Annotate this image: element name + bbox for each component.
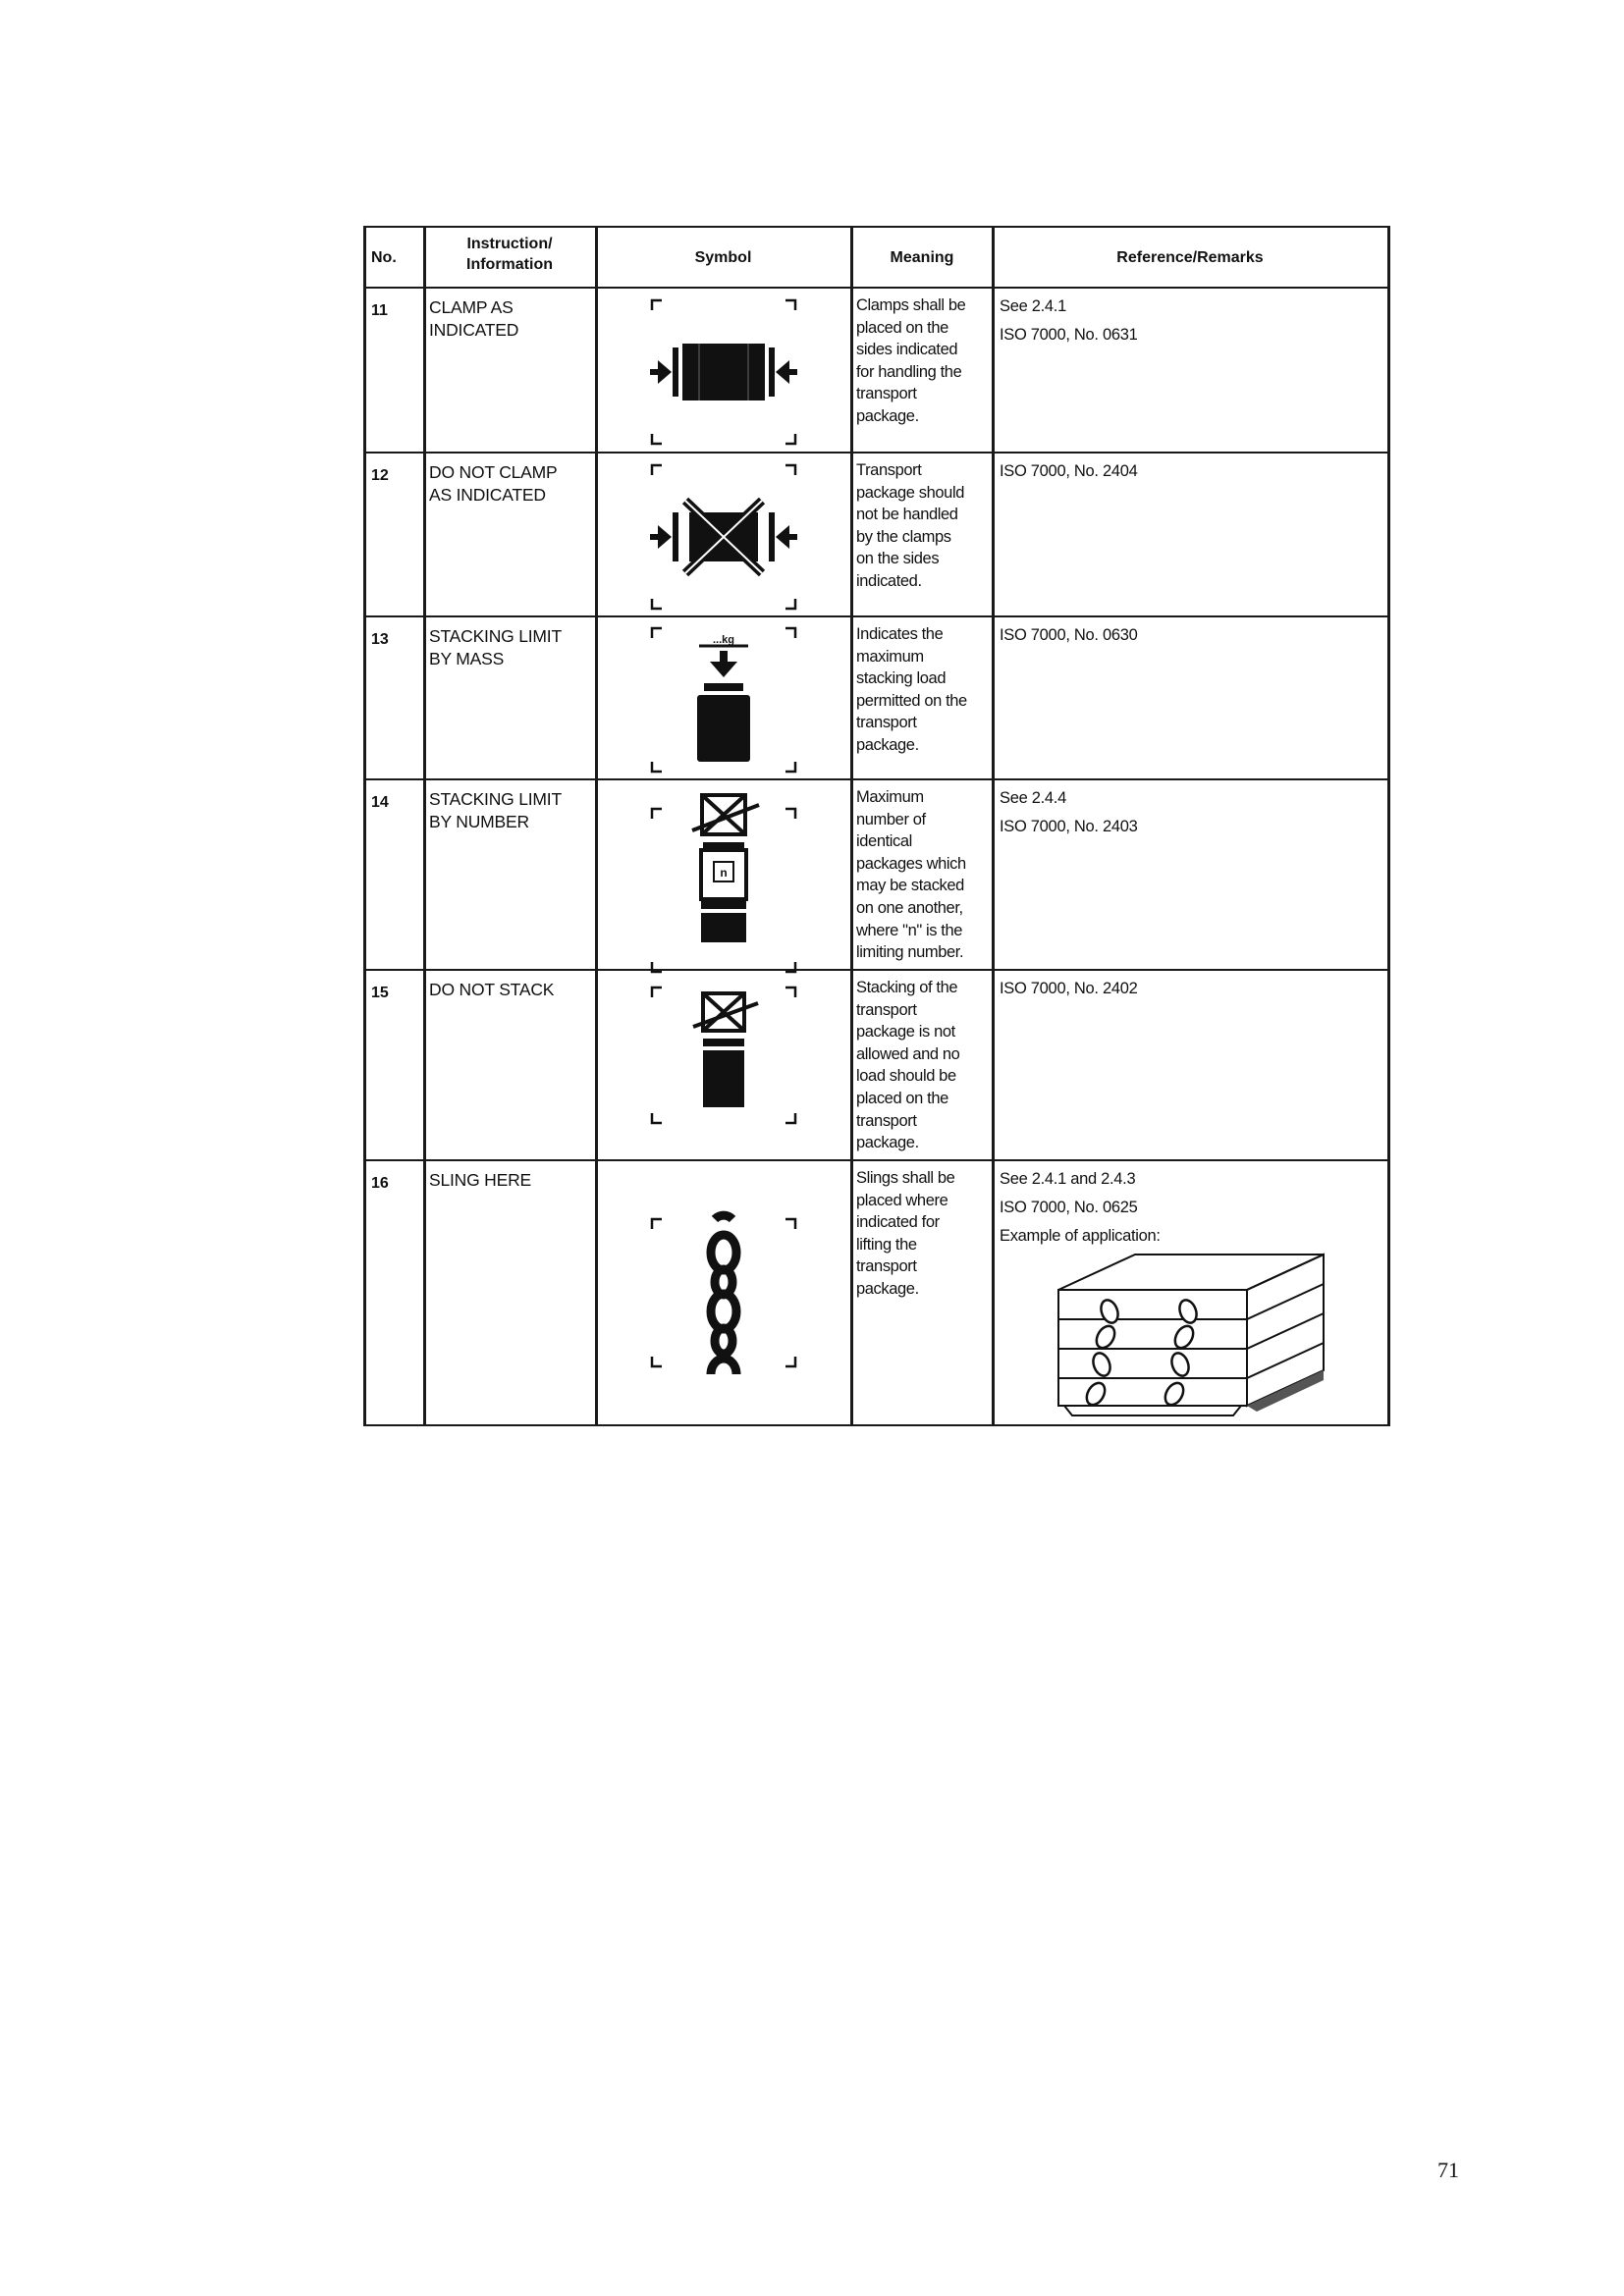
table-row-rule [363, 778, 1390, 780]
table-column-rule [1387, 226, 1390, 1426]
row-number: 13 [371, 631, 389, 648]
instruction-text: SLING HERE [429, 1170, 531, 1190]
crop-mark-bottom-left [652, 1113, 662, 1123]
load-arrow-shaft [720, 651, 728, 663]
meaning-text: Indicates the maximum stacking load permitted on the transport package. [856, 625, 967, 754]
sling-here-icon [650, 1198, 797, 1384]
instruction-text: STACKING LIMIT BY MASS [429, 626, 562, 668]
package-separator [703, 842, 744, 848]
table-row-rule [363, 615, 1390, 617]
crate-side-skid [1247, 1370, 1324, 1412]
header-instruction-line2: Information [466, 256, 553, 273]
remark-line: ISO 7000, No. 2403 [1000, 818, 1138, 835]
do-not-stack-icon [650, 978, 797, 1125]
clamp-jaw [673, 347, 678, 397]
table-row-rule [363, 969, 1390, 971]
table-column-rule [595, 226, 598, 1426]
symbol-cell-graphic [650, 787, 797, 974]
remark-line: ISO 7000, No. 0625 [1000, 1199, 1138, 1216]
remarks-cell [1000, 1165, 1384, 1263]
crop-mark-top-right [785, 628, 795, 638]
right-arrow-head [776, 525, 789, 549]
row-number: 14 [371, 794, 389, 811]
left-arrow-head [658, 360, 672, 384]
crop-mark-bottom-left [652, 1357, 662, 1366]
symbol-cell-graphic [650, 978, 797, 1125]
crate-side-plank-line [1247, 1343, 1324, 1378]
sling-chain-link [1083, 1380, 1109, 1409]
symbol-cell-graphic [650, 463, 797, 611]
page-number: 71 [1437, 2158, 1459, 2182]
remark-line: See 2.4.1 and 2.4.3 [1000, 1170, 1136, 1188]
chain-link-top [715, 1215, 732, 1219]
meaning-text: Clamps shall be placed on the sides indicated for handling the transport package. [856, 296, 966, 425]
crop-mark-top-left [652, 465, 662, 475]
table-column-rule [363, 226, 366, 1426]
clamp-as-indicated-icon [650, 298, 797, 446]
remark-line: ISO 7000, No. 2402 [1000, 980, 1138, 997]
right-arrow-shaft [788, 369, 797, 375]
crate-with-slings-illustration [1051, 1251, 1326, 1417]
do-not-clamp-icon [650, 463, 797, 611]
chain-link-bottom [711, 1359, 736, 1374]
sling-chain-link [1093, 1323, 1118, 1352]
table-row-rule [363, 452, 1390, 454]
package-block [682, 344, 765, 400]
header-no: No. [371, 249, 397, 266]
package-bottom [701, 913, 746, 942]
package-block [697, 695, 750, 762]
remark-line: Example of application: [1000, 1227, 1161, 1245]
sling-chain-link [1171, 1323, 1197, 1352]
crop-mark-bottom-right [785, 1357, 795, 1366]
header-instruction [426, 234, 593, 281]
remark-line: ISO 7000, No. 0631 [1000, 326, 1138, 344]
right-arrow-shaft [788, 534, 797, 540]
stacking-limit-by-mass-icon [650, 626, 797, 774]
row-number: 11 [371, 302, 388, 319]
crop-mark-top-left [652, 300, 662, 310]
meaning-text: Maximum number of identical packages which may be stacked on one another, where "n" is the limiting number. [856, 788, 966, 962]
header-symbol: Symbol [694, 249, 752, 266]
package-lid [703, 1039, 744, 1046]
right-arrow-head [776, 360, 789, 384]
table-column-rule [850, 226, 853, 1426]
crop-mark-bottom-right [785, 434, 795, 444]
remark-line: ISO 7000, No. 0630 [1000, 626, 1138, 644]
meaning-text: Slings shall be placed where indicated for lifting the transport package. [856, 1169, 955, 1298]
table-row-rule [363, 287, 1390, 289]
table-column-rule [992, 226, 995, 1426]
crop-mark-bottom-left [652, 599, 662, 609]
crop-mark-bottom-right [785, 599, 795, 609]
table-row-rule [363, 1159, 1390, 1161]
load-arrow-head [710, 662, 737, 677]
crop-mark-top-right [785, 465, 795, 475]
crop-mark-top-right [785, 809, 795, 819]
sling-chain-link [1176, 1298, 1199, 1325]
sling-chain-link [1168, 1351, 1191, 1378]
crate-skid [1064, 1406, 1241, 1415]
crop-mark-bottom-left [652, 762, 662, 772]
crop-mark-bottom-left [652, 962, 662, 972]
sling-chain-link [1098, 1298, 1120, 1325]
clamp-jaw [673, 512, 678, 561]
meaning-text: Stacking of the transport package is not allowed and no load should be placed on the transport package. [856, 979, 960, 1152]
remarks-cell [1000, 457, 1384, 556]
package-separator [701, 901, 746, 909]
crate-side-plank-line [1247, 1313, 1324, 1349]
meaning-text: Transport package should not be handled by the clamps on the sides indicated. [856, 461, 964, 590]
left-arrow-shaft [650, 369, 659, 375]
sling-chain-link [1162, 1380, 1187, 1409]
instruction-text: DO NOT CLAMP AS INDICATED [429, 462, 558, 505]
crop-mark-top-left [652, 1219, 662, 1229]
remark-line: ISO 7000, No. 2404 [1000, 462, 1138, 480]
header-meaning: Meaning [890, 249, 954, 266]
row-number: 12 [371, 467, 389, 484]
clamp-jaw [769, 512, 775, 561]
crop-mark-top-left [652, 988, 662, 997]
clamp-jaw [769, 347, 775, 397]
header-instruction-line1: Instruction/ [466, 236, 553, 252]
remarks-cell [1000, 784, 1384, 882]
crop-mark-bottom-right [785, 1113, 795, 1123]
mass-label: ...kg [712, 634, 735, 646]
chain-link [715, 1328, 732, 1354]
row-number: 15 [371, 985, 389, 1001]
remark-line: See 2.4.1 [1000, 297, 1066, 315]
crop-mark-bottom-left [652, 434, 662, 444]
table-column-rule [423, 226, 426, 1426]
crate-side-plank-line [1247, 1284, 1324, 1319]
symbol-cell-graphic [650, 1198, 797, 1384]
left-arrow-shaft [650, 534, 659, 540]
crop-mark-bottom-right [785, 762, 795, 772]
stacking-limit-by-number-icon [650, 787, 797, 974]
row-number: 16 [371, 1175, 389, 1192]
sling-chain-link [1090, 1351, 1112, 1378]
remarks-cell [1000, 621, 1384, 720]
package-block [703, 1050, 744, 1107]
crop-mark-top-left [652, 809, 662, 819]
crop-mark-top-right [785, 1219, 795, 1229]
crop-mark-top-right [785, 988, 795, 997]
crop-mark-top-right [785, 300, 795, 310]
table-row-rule [363, 1424, 1390, 1426]
symbol-cell-graphic [650, 298, 797, 446]
reference-table [363, 226, 1390, 1426]
header-remarks: Reference/Remarks [1116, 249, 1264, 266]
remarks-cell [1000, 975, 1384, 1073]
left-arrow-head [658, 525, 672, 549]
remark-line: See 2.4.4 [1000, 789, 1066, 807]
instruction-text: DO NOT STACK [429, 980, 555, 999]
example-application-image [1051, 1251, 1326, 1417]
instruction-text: CLAMP AS INDICATED [429, 297, 519, 340]
symbol-cell-graphic [650, 626, 797, 774]
crop-mark-bottom-right [785, 962, 795, 972]
remarks-cell [1000, 293, 1384, 391]
table-row-rule [363, 226, 1390, 228]
instruction-text: STACKING LIMIT BY NUMBER [429, 789, 562, 831]
package-lid [704, 683, 743, 691]
crop-mark-top-left [652, 628, 662, 638]
count-n-label: n [720, 866, 728, 880]
